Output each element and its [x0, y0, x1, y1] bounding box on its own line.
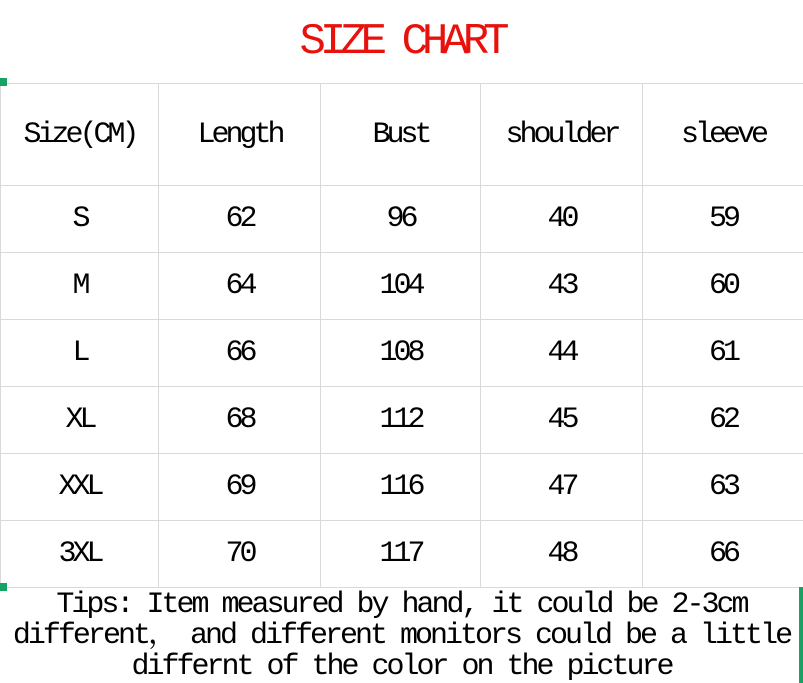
tips-note	[0, 590, 803, 683]
bust-value: 96	[321, 186, 481, 253]
size-label: XXL	[1, 454, 159, 521]
size-label: L	[1, 320, 159, 387]
length-value: 66	[159, 320, 321, 387]
length-value: 62	[159, 186, 321, 253]
column-header-sleeve: sleeve	[643, 84, 803, 186]
table-row-3xl	[1, 521, 803, 588]
table-row-l	[1, 320, 803, 387]
sleeve-value: 61	[643, 320, 803, 387]
length-value: 69	[159, 454, 321, 521]
table-row-m	[1, 253, 803, 320]
green-artifact-bottom	[0, 583, 7, 591]
page-title: SIZE CHART	[299, 16, 504, 67]
column-header-length: Length	[159, 84, 321, 186]
table-header-row	[1, 84, 803, 186]
sleeve-value: 60	[643, 253, 803, 320]
shoulder-value: 47	[481, 454, 643, 521]
size-chart-table	[0, 83, 803, 588]
column-header-bust: Bust	[321, 84, 481, 186]
sleeve-value: 62	[643, 387, 803, 454]
length-value: 68	[159, 387, 321, 454]
tips-line-3: differnt of the color on the picture	[131, 650, 672, 683]
size-label: S	[1, 186, 159, 253]
column-header-shoulder: shoulder	[481, 84, 643, 186]
tips-line-1: Tips: Item measured by hand, it could be 2-3cm	[56, 588, 747, 622]
sleeve-value: 63	[643, 454, 803, 521]
green-artifact-top	[0, 78, 7, 86]
bust-value: 116	[321, 454, 481, 521]
shoulder-value: 40	[481, 186, 643, 253]
column-header-size: Size(CM)	[1, 84, 159, 186]
shoulder-value: 48	[481, 521, 643, 588]
tips-line-2: different， and different monitors could be a little	[12, 619, 791, 653]
shoulder-value: 44	[481, 320, 643, 387]
table-row-s	[1, 186, 803, 253]
size-label: 3XL	[1, 521, 159, 588]
sleeve-value: 66	[643, 521, 803, 588]
size-label: M	[1, 253, 159, 320]
sleeve-value: 59	[643, 186, 803, 253]
bust-value: 112	[321, 387, 481, 454]
table-row-xxl	[1, 454, 803, 521]
shoulder-value: 45	[481, 387, 643, 454]
shoulder-value: 43	[481, 253, 643, 320]
length-value: 70	[159, 521, 321, 588]
green-edge-strip	[799, 587, 803, 683]
bust-value: 108	[321, 320, 481, 387]
size-label: XL	[1, 387, 159, 454]
length-value: 64	[159, 253, 321, 320]
table-row-xl	[1, 387, 803, 454]
bust-value: 117	[321, 521, 481, 588]
bust-value: 104	[321, 253, 481, 320]
